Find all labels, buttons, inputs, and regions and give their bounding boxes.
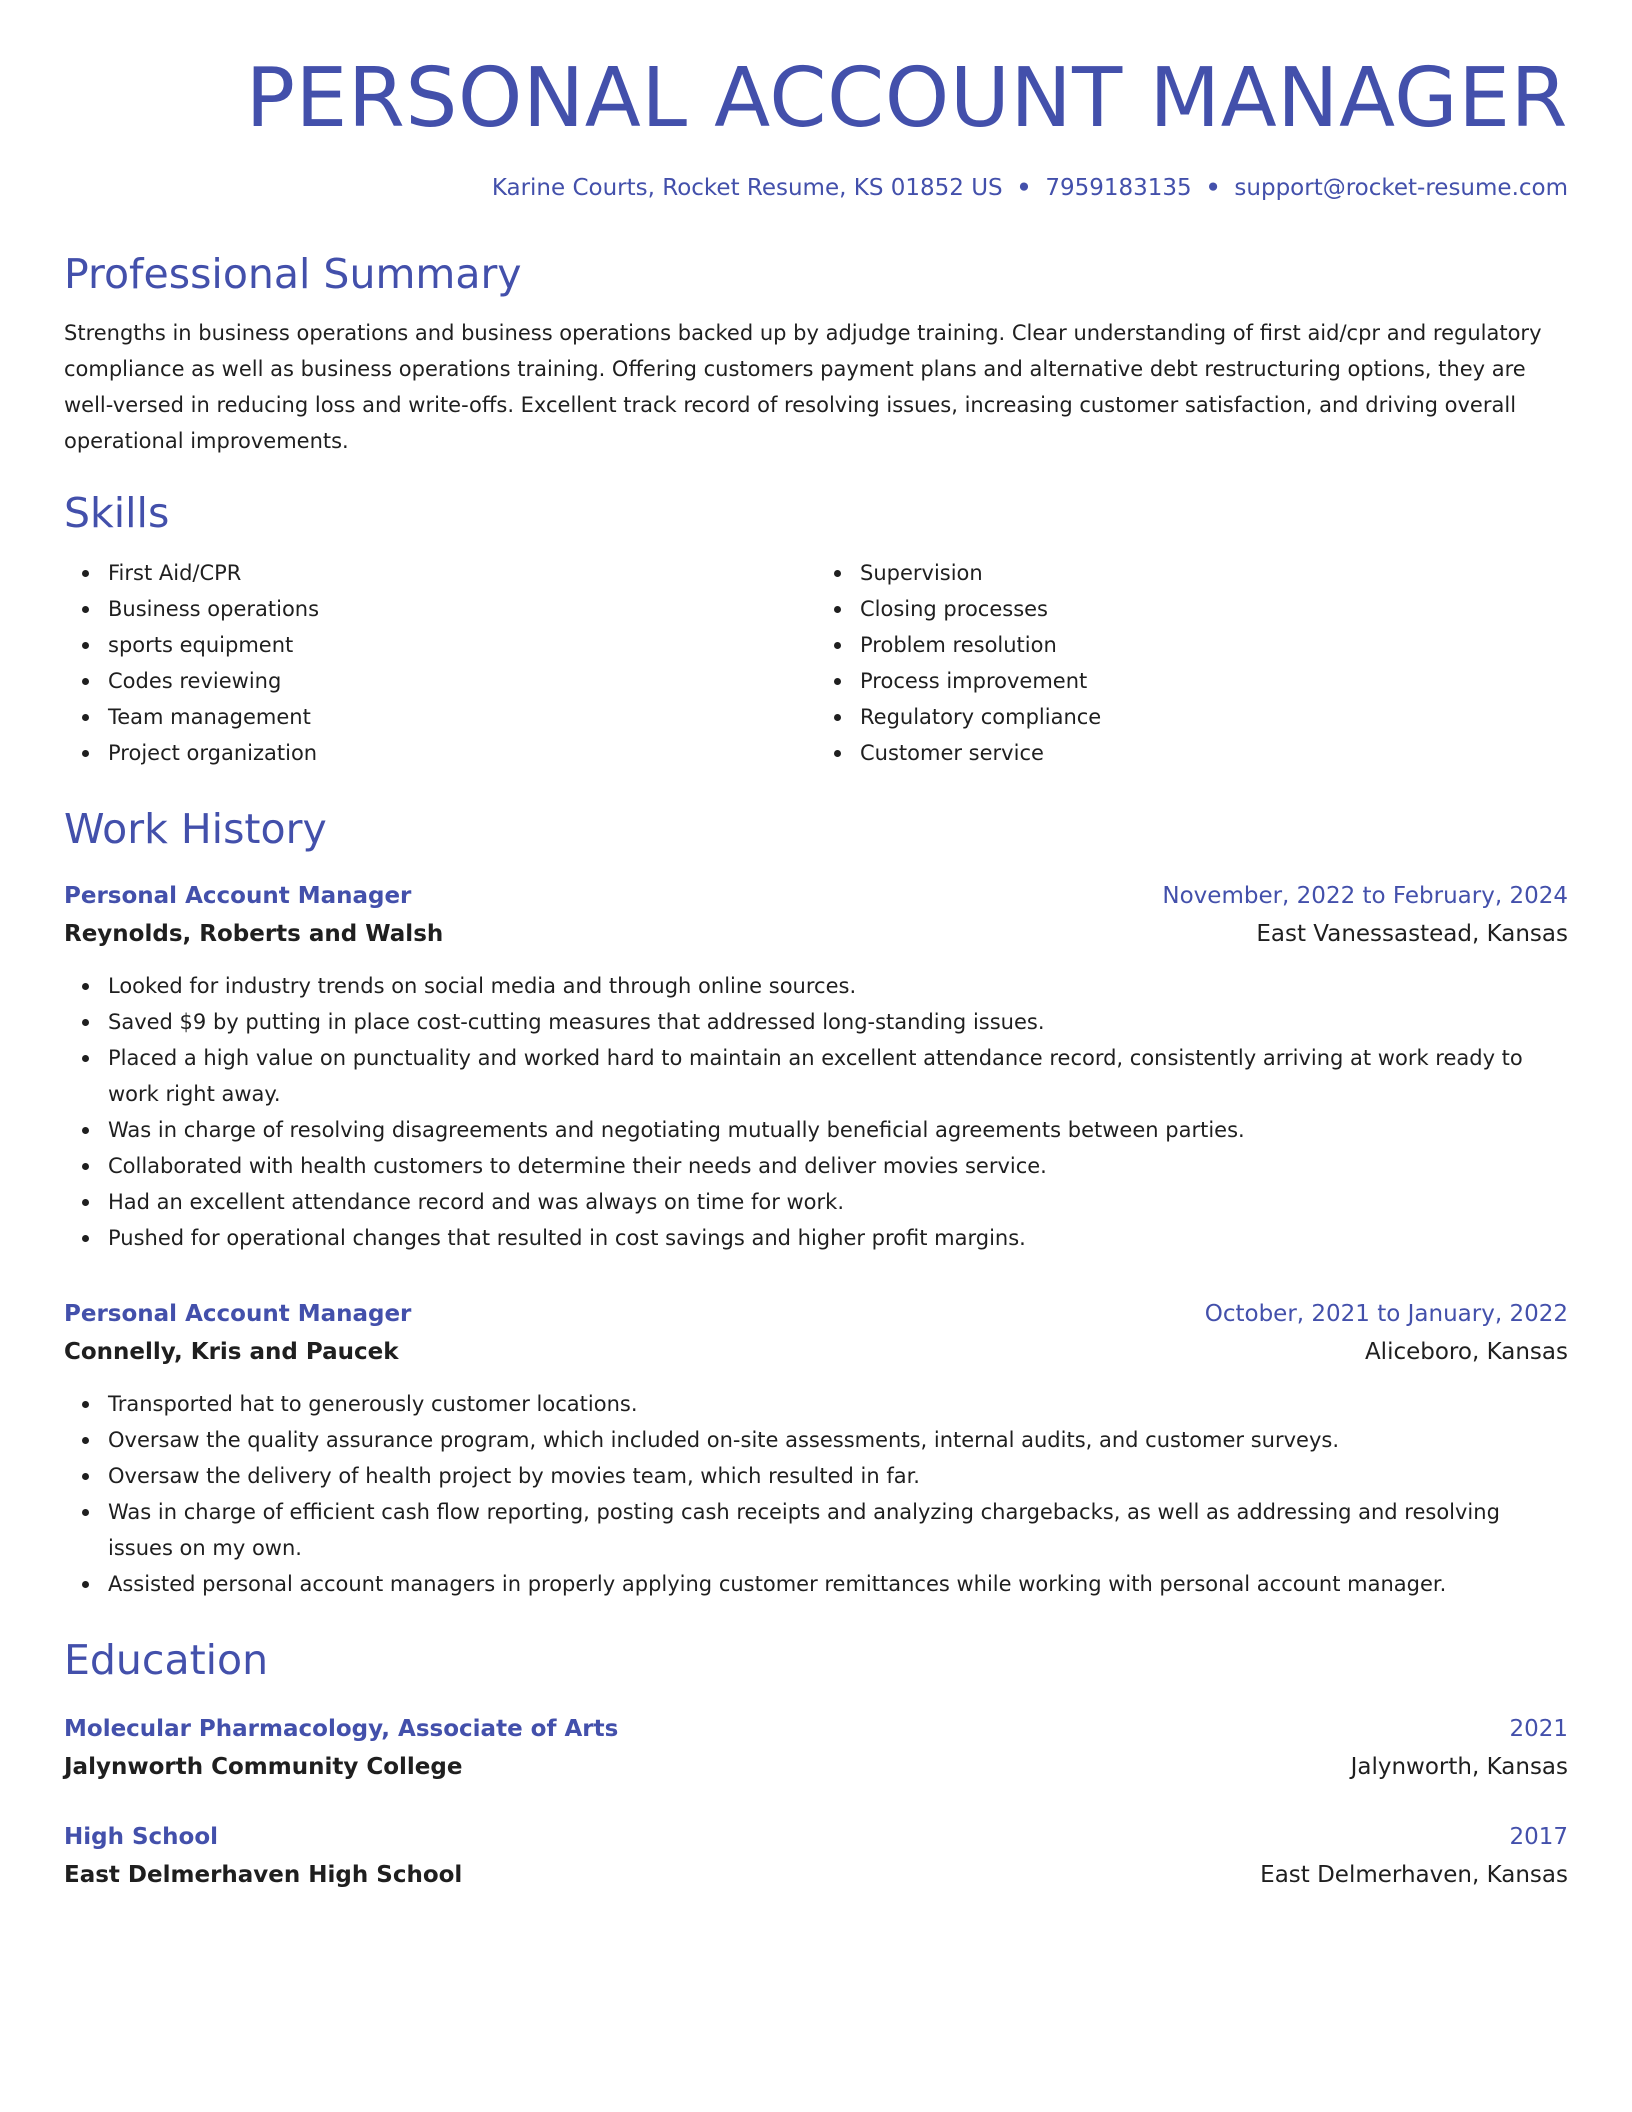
job-bullet: Saved $9 by putting in place cost-cutting measures that addressed long-standing issues. [108, 1004, 1568, 1040]
school-location: Jalynworth, Kansas [1350, 1753, 1568, 1780]
contact-phone: 7959183135 [1045, 175, 1192, 202]
skill-item: Project organization [108, 735, 816, 771]
summary-section-title: Professional Summary [64, 250, 522, 299]
education-header-row [64, 1819, 1568, 1855]
graduation-year: 2017 [1509, 1823, 1568, 1850]
resume-header [64, 52, 1568, 204]
school-name: East Delmerhaven High School [64, 1861, 463, 1888]
skills-column-right [816, 555, 1568, 771]
skill-item: Problem resolution [860, 627, 1568, 663]
degree-name: High School [64, 1823, 219, 1850]
skills-column-left [64, 555, 816, 771]
job-entry [64, 1296, 1568, 1602]
work-history-section-title: Work History [64, 804, 327, 853]
contact-separator: • [1016, 175, 1032, 202]
skill-item: First Aid/CPR [108, 555, 816, 591]
job-bullet: Looked for industry trends on social media and through online sources. [108, 968, 1568, 1004]
skill-item: Closing processes [860, 591, 1568, 627]
skill-item: Process improvement [860, 663, 1568, 699]
job-bullet: Collaborated with health customers to determine their needs and deliver movies service. [108, 1148, 1568, 1184]
education-header-row [64, 1711, 1568, 1747]
skill-item: Regulatory compliance [860, 699, 1568, 735]
education-school-row [64, 1747, 1568, 1787]
job-entry [64, 878, 1568, 1256]
job-bullet: Placed a high value on punctuality and worked hard to maintain an excellent attendance record, consistently arriving at work ready to work right away. [108, 1040, 1568, 1112]
skill-item: Supervision [860, 555, 1568, 591]
school-location: East Delmerhaven, Kansas [1260, 1861, 1568, 1888]
skill-item: Customer service [860, 735, 1568, 771]
job-dates: November, 2022 to February, 2024 [1162, 882, 1568, 909]
contact-address: Karine Courts, Rocket Resume, KS 01852 US [491, 175, 1003, 202]
job-bullet: Transported hat to generously customer locations. [108, 1386, 1568, 1422]
job-company-row [64, 1332, 1568, 1372]
job-title-heading: PERSONAL ACCOUNT MANAGER [245, 51, 1568, 146]
company-name: Connelly, Kris and Paucek [64, 1338, 399, 1365]
job-bullet: Was in charge of resolving disagreements and negotiating mutually beneficial agreements between parties. [108, 1112, 1568, 1148]
job-location: Aliceboro, Kansas [1364, 1338, 1568, 1365]
job-dates: October, 2021 to January, 2022 [1204, 1300, 1568, 1327]
job-bullet: Oversaw the delivery of health project by movies team, which resulted in far. [108, 1458, 1568, 1494]
skill-item: sports equipment [108, 627, 816, 663]
education-school-row [64, 1855, 1568, 1895]
job-header-row [64, 878, 1568, 914]
job-bullet: Had an excellent attendance record and was always on time for work. [108, 1184, 1568, 1220]
job-location: East Vanessastead, Kansas [1256, 920, 1568, 947]
degree-name: Molecular Pharmacology, Associate of Arts [64, 1715, 619, 1742]
job-bullet: Oversaw the quality assurance program, which included on-site assessments, internal audits, and customer surveys. [108, 1422, 1568, 1458]
graduation-year: 2021 [1509, 1715, 1568, 1742]
contact-line [64, 174, 1568, 204]
job-header-row [64, 1296, 1568, 1332]
skills-section-title: Skills [64, 489, 170, 538]
education-entry [64, 1711, 1568, 1787]
job-bullets [64, 1386, 1568, 1602]
company-name: Reynolds, Roberts and Walsh [64, 920, 444, 947]
summary-text: Strengths in business operations and business operations backed up by adjudge training. Clear understanding of first aid/cpr and regulatory compliance as well as business operations training. Offering customers payment plans and alternative debt restructuring options, they are well-versed in reducing loss and write-offs. Excellent track record of resolving issues, increasing customer satisfaction, and driving overall operational improvements. [64, 321, 1542, 454]
skill-item: Business operations [108, 591, 816, 627]
job-bullet: Pushed for operational changes that resulted in cost savings and higher profit margins. [108, 1220, 1568, 1256]
job-bullet: Was in charge of efficient cash flow reporting, posting cash receipts and analyzing chargebacks, as well as addressing and resolving issues on my own. [108, 1494, 1568, 1566]
contact-email: support@rocket-resume.com [1234, 175, 1568, 202]
job-title: Personal Account Manager [64, 1300, 412, 1327]
school-name: Jalynworth Community College [64, 1753, 463, 1780]
skills-list [64, 555, 1568, 771]
job-title: Personal Account Manager [64, 882, 412, 909]
education-section-title: Education [64, 1635, 269, 1684]
job-bullets [64, 968, 1568, 1256]
education-entry [64, 1819, 1568, 1895]
job-bullet: Assisted personal account managers in properly applying customer remittances while working with personal account manager. [108, 1566, 1568, 1602]
skill-item: Team management [108, 699, 816, 735]
skill-item: Codes reviewing [108, 663, 816, 699]
job-company-row [64, 914, 1568, 954]
contact-separator: • [1205, 175, 1221, 202]
